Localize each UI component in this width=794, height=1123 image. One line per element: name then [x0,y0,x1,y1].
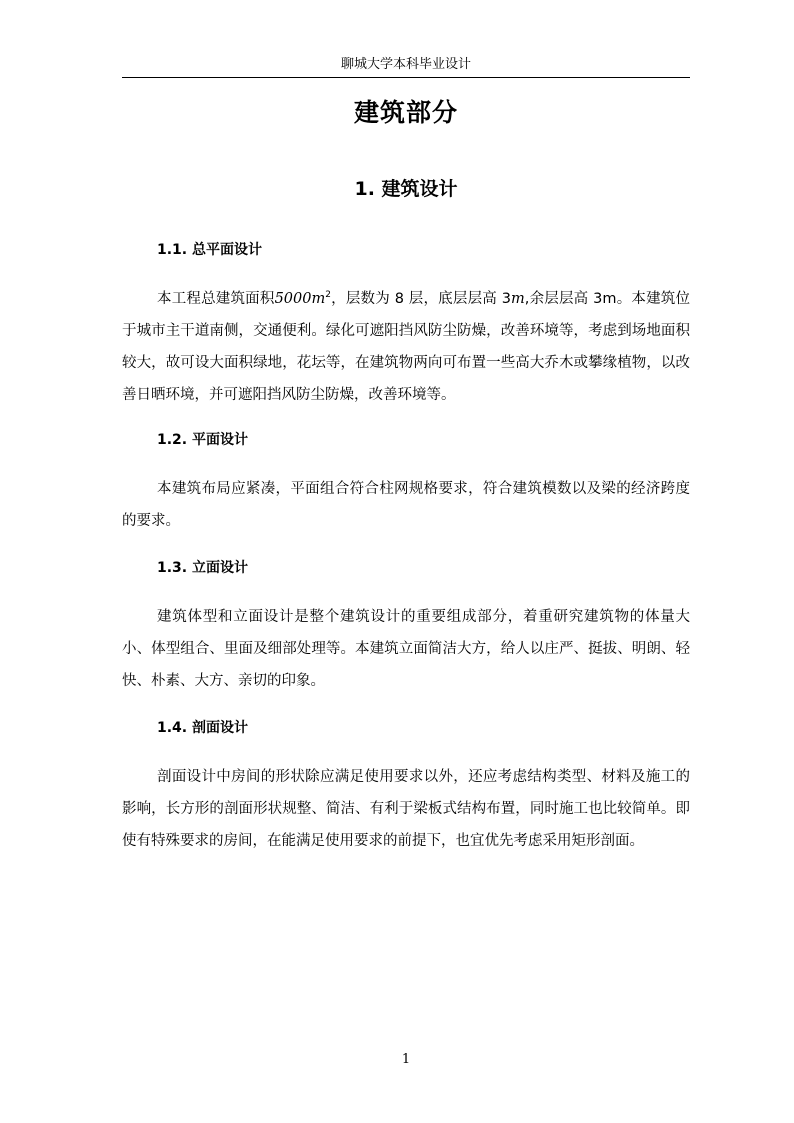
area-unit: m [311,291,326,307]
section-paragraph-1-3: 建筑体型和立面设计是整个建筑设计的重要组成部分，着重研究建筑物的体量大小、体型组合、里面及细部处理等。本建筑立面简洁大方，给人以庄严、挺拔、明朗、轻快、朴素、大方、亲切的印象。 [122,609,690,689]
part-title: 建筑部分 [353,98,458,127]
header-rule [122,77,690,78]
section-heading-1-3: 1.3. 立面设计 [157,560,248,576]
section-paragraph-1-1 [122,283,690,411]
section-heading-1-4: 1.4. 剖面设计 [157,720,248,736]
section-heading-1-2: 1.2. 平面设计 [157,432,248,448]
section-paragraph-1-4: 剖面设计中房间的形状除应满足使用要求以外，还应考虑结构类型、材料及施工的影响，长方形的剖面形状规整、简洁、有利于梁板式结构布置，同时施工也比较简单。即使有特殊要求的房间，在能满足使用要求的前提下，也宜优先考虑采用矩形剖面。 [122,769,690,849]
height-unit: m [511,291,525,307]
area-unit-exponent: 2 [325,290,331,301]
running-header: 聊城大学本科毕业设计 [340,57,471,72]
area-value: 5000 [274,291,312,307]
paragraph-text: ,余层层高 3m。本建筑位于城市主干道南侧，交通便利。绿化可遮阳挡风防尘防燥，改善环境等，考虑到场地面积较大，故可设大面积绿地，花坛等，在建筑物两向可布置一些高大乔木或攀缘植物，以改善日晒环境，并可遮阳挡风防尘防燥，改善环境等。 [122,291,691,403]
section-heading-1-1: 1.1. 总平面设计 [157,242,262,258]
paragraph-text: 本工程总建筑面积 [157,291,275,307]
page-number: 1 [401,1052,411,1067]
section-paragraph-1-2: 本建筑布局应紧凑，平面组合符合柱网规格要求，符合建筑模数以及梁的经济跨度的要求。 [122,481,690,529]
chapter-title: 1. 建筑设计 [354,178,458,200]
paragraph-text: ，层数为 8 层，底层层高 3 [330,291,512,307]
